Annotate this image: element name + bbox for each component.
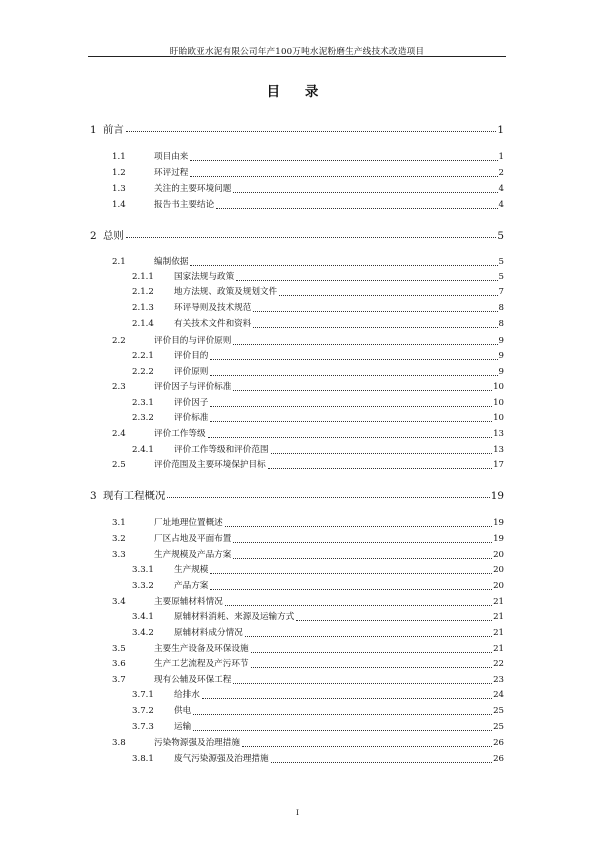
toc-entry-title: 生产规模 [174,565,209,575]
toc-entry-page: 19 [493,518,504,528]
toc-entry-title: 报告书主要结论 [154,200,215,210]
toc-entry-title: 污染物源强及治理措施 [154,738,240,748]
toc-dot-leader [190,265,497,266]
toc-entry-title: 厂区占地及平面布置 [154,534,232,544]
toc-entry-number: 3.7.3 [132,722,154,732]
toc-dot-leader [216,208,497,209]
toc-entry[interactable] [132,396,504,409]
toc-entry-page: 13 [493,429,504,439]
toc-entry-number: 2.4.1 [132,445,154,455]
toc-dot-leader [233,344,497,345]
toc-entry-number: 2.3.1 [132,398,154,408]
toc-dot-leader [271,762,493,763]
toc-entry[interactable] [132,610,504,623]
toc-entry[interactable] [90,487,504,500]
toc-entry[interactable] [112,548,504,561]
toc-dot-leader [208,437,492,438]
toc-entry-page: 9 [498,336,504,346]
toc-entry[interactable] [132,579,504,592]
toc-entry-title: 运输 [174,722,192,732]
toc-entry-page: 25 [493,722,504,732]
toc-entry-number: 2.1 [112,257,126,267]
toc-entry-number: 2.4 [112,429,126,439]
toc-entry-title: 生产规模及产品方案 [154,550,232,560]
toc-entry[interactable] [90,227,504,240]
toc-entry[interactable] [112,673,504,686]
toc-entry-number: 3.4.1 [132,612,154,622]
toc-entry-number: 2.1.2 [132,287,154,297]
toc-dot-leader [225,605,492,606]
toc-dot-leader [190,160,497,161]
toc-entry-title: 生产工艺流程及产污环节 [154,659,249,669]
toc-entry[interactable] [112,334,504,347]
toc-dot-leader [251,652,493,653]
toc-entry-page: 4 [498,200,504,210]
toc-title: 目 录 [266,84,329,100]
toc-entry-number: 2.5 [112,460,126,470]
toc-entry[interactable] [132,365,504,378]
toc-entry[interactable] [132,443,504,456]
toc-dot-leader [236,280,497,281]
toc-entry-title: 评价目的 [174,351,209,361]
toc-entry[interactable] [112,182,504,195]
toc-dot-leader [268,468,492,469]
toc-entry[interactable] [112,642,504,655]
toc-entry-page: 10 [493,413,504,423]
toc-entry[interactable] [112,380,504,393]
toc-entry[interactable] [112,657,504,670]
toc-entry-number: 3.8 [112,738,126,748]
toc-entry-page: 22 [493,659,504,669]
toc-entry-title: 编制依据 [154,257,189,267]
toc-entry-number: 2.1.3 [132,303,154,313]
toc-entry-page: 5 [497,230,504,242]
toc-entry-title: 环评导则及技术规范 [174,303,252,313]
toc-dot-leader [253,311,497,312]
toc-entry-page: 20 [493,550,504,560]
toc-entry-number: 1.3 [112,184,126,194]
toc-entry[interactable] [132,301,504,314]
toc-entry[interactable] [132,688,504,701]
toc-dot-leader [253,327,497,328]
toc-entry-title: 评价范围及主要环境保护目标 [154,460,266,470]
toc-entry-title: 评价工作等级 [154,429,206,439]
toc-dot-leader [225,526,492,527]
toc-entry-page: 21 [493,628,504,638]
toc-entry-title: 主要原辅材料情况 [154,597,223,607]
toc-dot-leader [167,497,489,498]
toc-entry-title: 现有公辅及环保工程 [154,675,232,685]
toc-entry-page: 19 [490,490,504,502]
toc-dot-leader [126,131,497,132]
toc-dot-leader [279,295,497,296]
toc-entry-title: 评价工作等级和评价范围 [174,445,269,455]
toc-entry-page: 1 [497,124,504,136]
toc-entry[interactable] [112,198,504,211]
toc-entry-page: 7 [498,287,504,297]
toc-entry[interactable] [112,595,504,608]
toc-entry-page: 17 [493,460,504,470]
toc-entry[interactable] [112,516,504,529]
toc-entry-page: 10 [493,382,504,392]
toc-entry[interactable] [132,411,504,424]
toc-entry-page: 23 [493,675,504,685]
toc-entry-page: 13 [493,445,504,455]
toc-entry-page: 10 [493,398,504,408]
toc-entry-title: 关注的主要环境问题 [154,184,232,194]
toc-entry-page: 19 [493,534,504,544]
toc-entry-title: 给排水 [174,690,200,700]
page-header: 盱眙欧亚水泥有限公司年产100万吨水泥粉磨生产线技术改造项目 [169,47,425,57]
toc-dot-leader [202,698,492,699]
toc-entry[interactable] [112,458,504,471]
toc-entry-page: 20 [493,565,504,575]
toc-entry-page: 24 [493,690,504,700]
toc-dot-leader [242,746,492,747]
toc-entry-number: 2.2.2 [132,367,154,377]
toc-entry-number: 3 [90,490,97,502]
toc-entry-title: 有关技术文件和资料 [174,319,252,329]
toc-entry-number: 3.6 [112,659,126,669]
toc-entry[interactable] [112,150,504,163]
toc-entry[interactable] [90,121,504,134]
toc-dot-leader [210,573,492,574]
toc-entry-number: 3.5 [112,644,126,654]
toc-entry[interactable] [112,532,504,545]
toc-entry-number: 1.2 [112,168,126,178]
toc-entry-title: 供电 [174,706,192,716]
toc-entry-number: 2.2 [112,336,126,346]
toc-dot-leader [193,730,492,731]
toc-entry[interactable] [132,349,504,362]
toc-entry-number: 1.4 [112,200,126,210]
toc-entry-title: 主要生产设备及环保设施 [154,644,249,654]
toc-entry-number: 1 [90,124,97,136]
toc-entry-number: 3.4 [112,597,126,607]
toc-dot-leader [233,192,497,193]
toc-entry-page: 5 [498,257,504,267]
toc-entry-number: 3.8.1 [132,754,154,764]
toc-entry[interactable] [132,270,504,283]
toc-entry[interactable] [132,285,504,298]
toc-dot-leader [233,390,492,391]
toc-entry[interactable] [112,255,504,268]
toc-entry-page: 26 [493,754,504,764]
toc-entry-title: 评价标准 [174,413,209,423]
toc-entry-number: 2.1.1 [132,272,154,282]
toc-entry-title: 废气污染源强及治理措施 [174,754,269,764]
toc-entry-title: 地方法规、政策及规划文件 [174,287,278,297]
toc-dot-leader [210,589,492,590]
page-number: I [296,808,299,817]
toc-entry-number: 3.7.1 [132,690,154,700]
toc-entry-number: 3.7 [112,675,126,685]
toc-dot-leader [296,620,492,621]
toc-dot-leader [233,558,492,559]
toc-entry-number: 2.1.4 [132,319,154,329]
toc-entry[interactable] [132,563,504,576]
toc-entry-number: 3.7.2 [132,706,154,716]
toc-entry[interactable] [132,317,504,330]
toc-entry[interactable] [112,736,504,749]
toc-entry-title: 厂址地理位置概述 [154,518,223,528]
toc-entry-page: 1 [498,152,504,162]
toc-dot-leader [210,406,492,407]
toc-entry-title: 前言 [103,124,124,136]
toc-entry-number: 3.3.2 [132,581,154,591]
toc-entry-title: 环评过程 [154,168,189,178]
toc-dot-leader [210,375,497,376]
toc-entry[interactable] [132,626,504,639]
toc-dot-leader [193,714,492,715]
toc-entry-number: 3.2 [112,534,126,544]
toc-dot-leader [190,176,497,177]
toc-entry-title: 评价目的与评价原则 [154,336,232,346]
toc-entry-page: 21 [493,612,504,622]
toc-entry[interactable] [132,704,504,717]
toc-entry[interactable] [132,752,504,765]
toc-entry-title: 现有工程概况 [103,490,166,502]
toc-entry[interactable] [132,720,504,733]
toc-entry-number: 3.3.1 [132,565,154,575]
toc-entry-page: 26 [493,738,504,748]
toc-dot-leader [210,421,492,422]
toc-dot-leader [245,636,492,637]
toc-entry-title: 总则 [103,230,124,242]
toc-entry-title: 评价因子与评价标准 [154,382,232,392]
toc-dot-leader [126,237,497,238]
toc-entry-title: 产品方案 [174,581,209,591]
toc-entry-title: 评价原则 [174,367,209,377]
toc-entry-number: 1.1 [112,152,126,162]
toc-entry-title: 原辅材料消耗、来源及运输方式 [174,612,295,622]
toc-entry-title: 原辅材料成分情况 [174,628,243,638]
toc-entry-page: 5 [498,272,504,282]
toc-entry-page: 20 [493,581,504,591]
toc-entry-page: 8 [498,319,504,329]
toc-entry-page: 2 [498,168,504,178]
toc-entry-page: 21 [493,597,504,607]
toc-entry-page: 21 [493,644,504,654]
toc-entry-title: 项目由来 [154,152,189,162]
toc-entry[interactable] [112,166,504,179]
toc-entry[interactable] [112,427,504,440]
toc-dot-leader [210,359,497,360]
toc-entry-number: 2.3 [112,382,126,392]
toc-entry-number: 3.1 [112,518,126,528]
toc-dot-leader [233,542,492,543]
toc-entry-number: 2.2.1 [132,351,154,361]
toc-entry-title: 国家法规与政策 [174,272,235,282]
toc-dot-leader [251,667,493,668]
toc-entry-number: 3.3 [112,550,126,560]
toc-entry-number: 2.3.2 [132,413,154,423]
toc-entry-title: 评价因子 [174,398,209,408]
toc-entry-page: 9 [498,351,504,361]
toc-entry-page: 9 [498,367,504,377]
toc-entry-number: 2 [90,230,97,242]
toc-entry-number: 3.4.2 [132,628,154,638]
toc-entry-page: 25 [493,706,504,716]
toc-entry-page: 8 [498,303,504,313]
toc-dot-leader [271,453,493,454]
toc-dot-leader [233,683,492,684]
toc-entry-page: 4 [498,184,504,194]
